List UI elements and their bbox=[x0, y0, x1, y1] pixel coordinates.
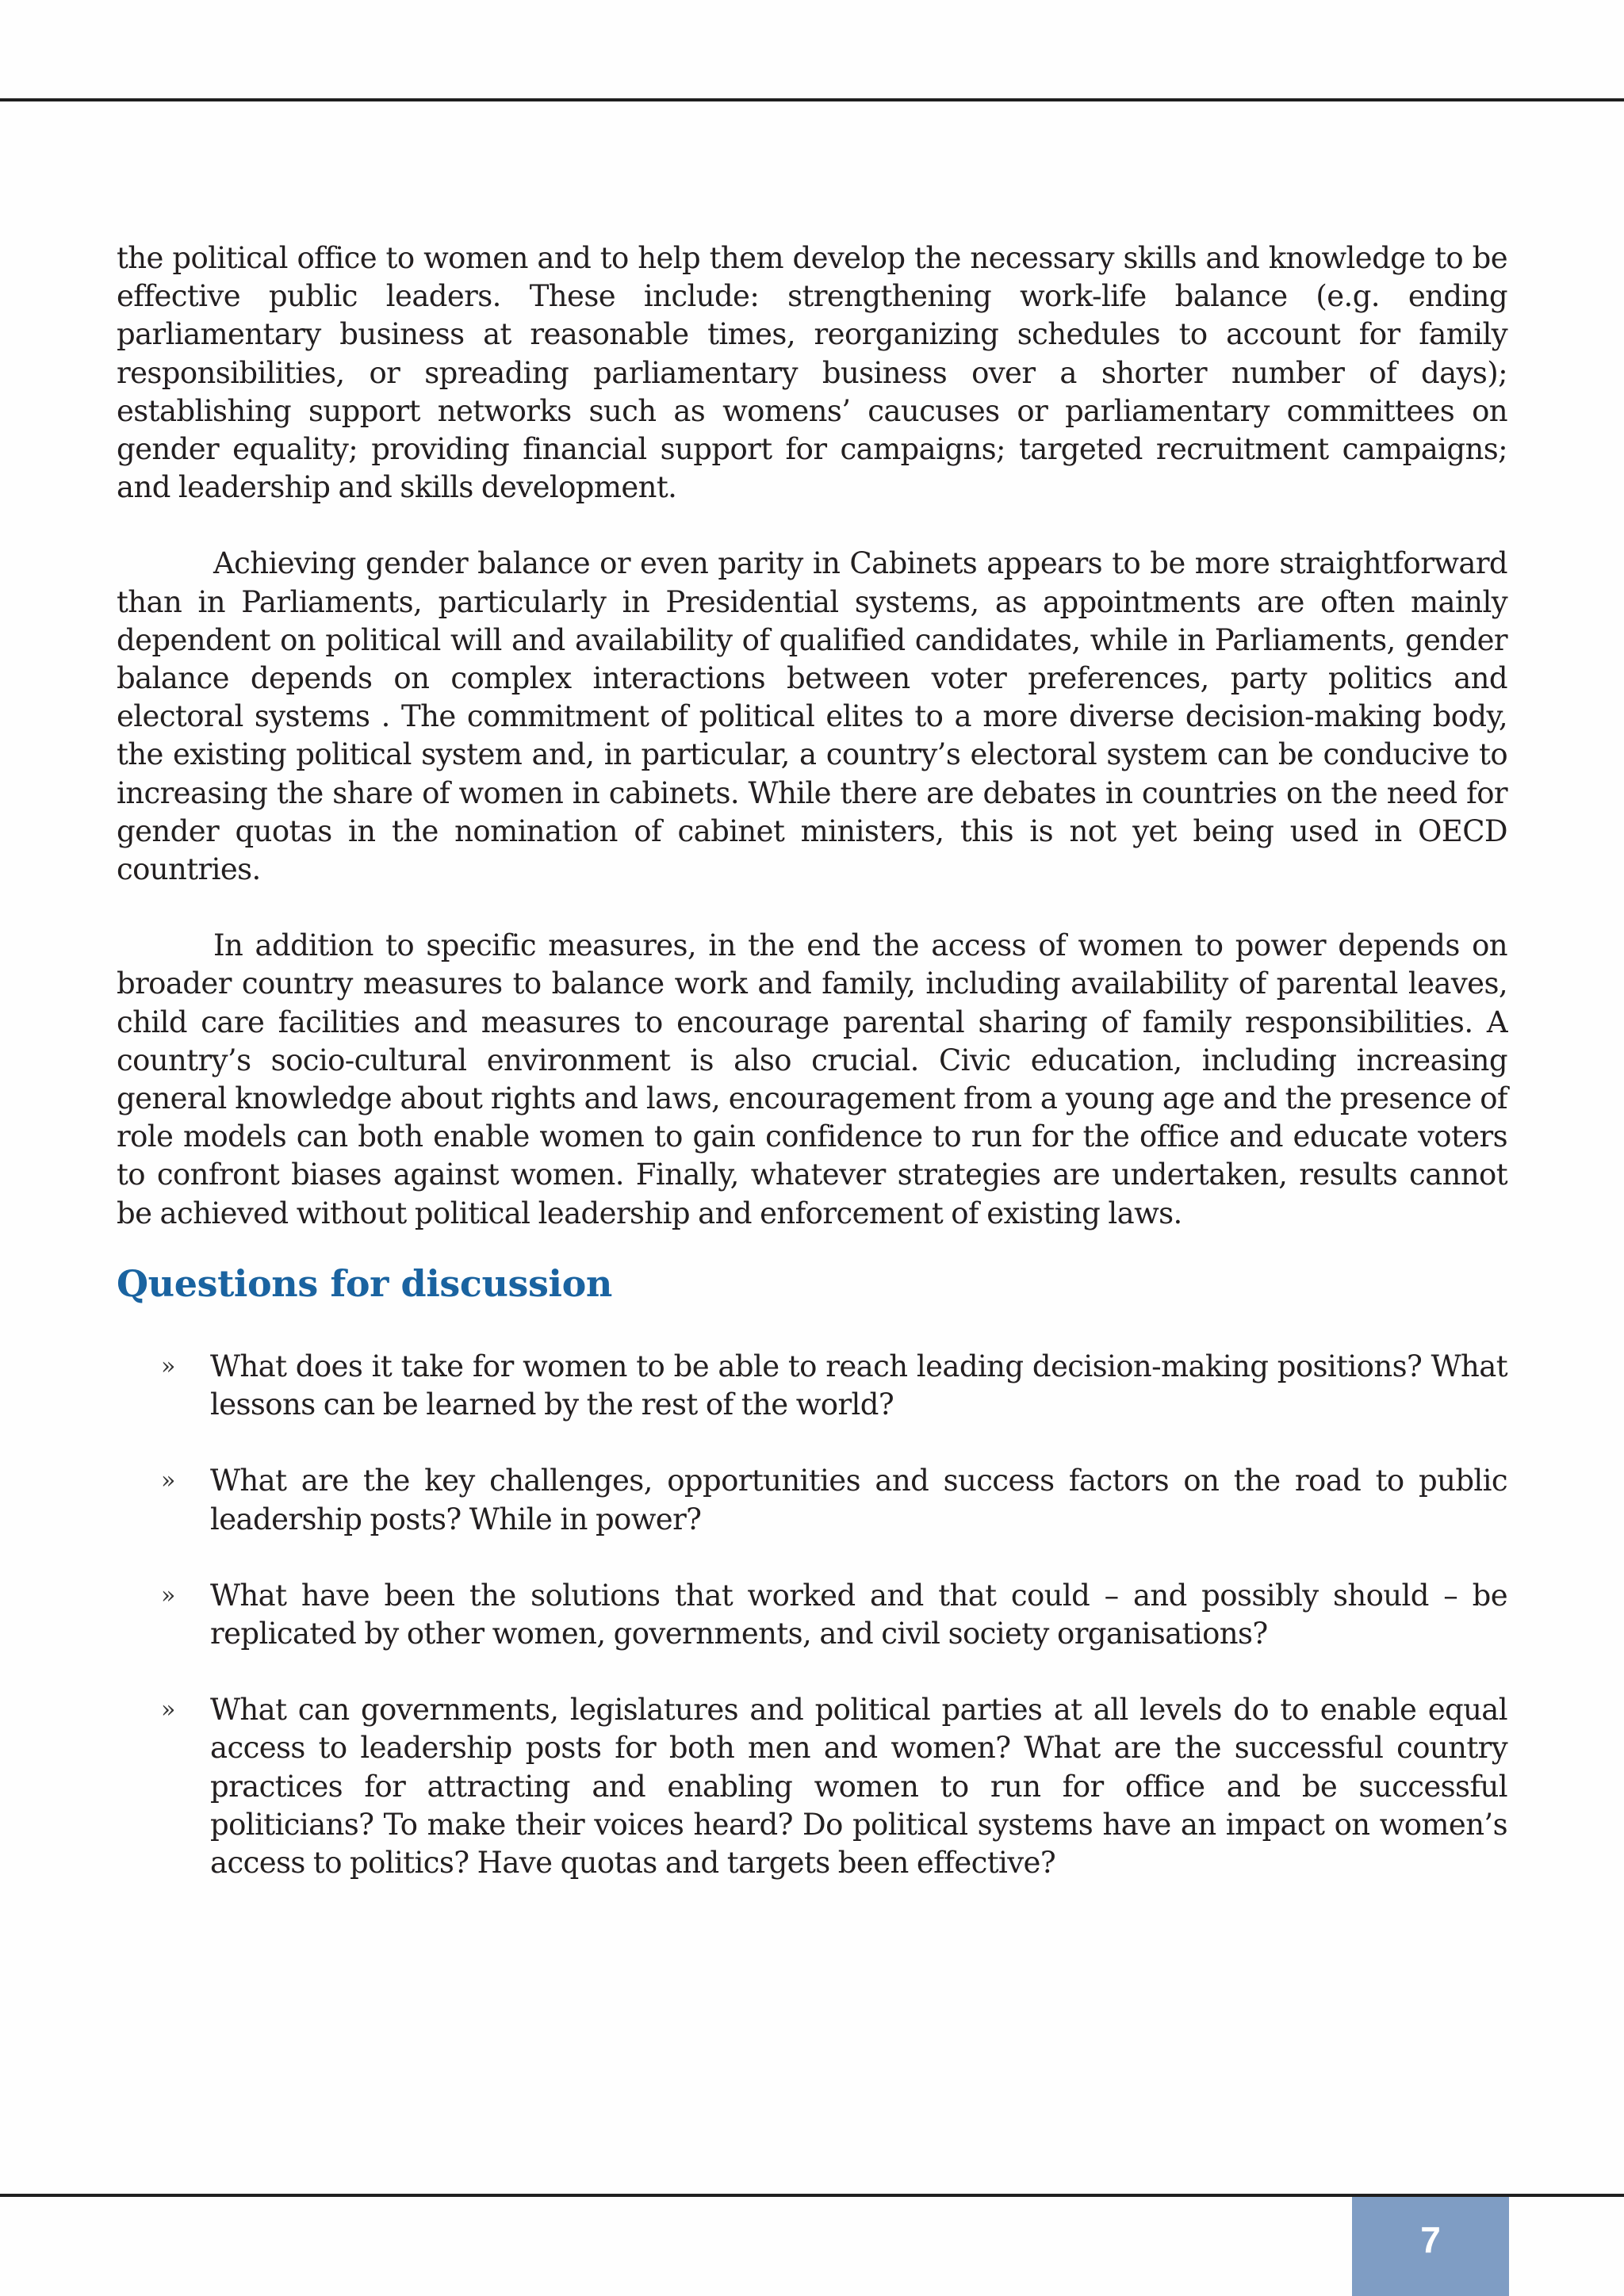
chevron-bullet-icon: » bbox=[161, 1581, 175, 1609]
page-number: 7 bbox=[1420, 2218, 1441, 2260]
header-rule bbox=[0, 98, 1624, 101]
body-text bbox=[117, 239, 1507, 1271]
chevron-bullet-icon: » bbox=[161, 1467, 175, 1495]
paragraph-2: Achieving gender balance or even parity in Cabinets appears to be more straightforward than in Parliaments, particularly in Presidential systems, as appointments are often mainly dependent on political will and availability of qualified candidates, while in Parliaments, gender balance depends on complex interactions between voter preferences, party politics and electoral systems . The commitment of political elites to a more diverse decision-making body, the existing political system and, in particular, a country’s electoral system can be conducive to increasing the share of women in cabinets. While there are debates in countries on the need for gender quotas in the nomination of cabinet ministers, this is not yet being used in OECD countries. bbox=[117, 546, 1507, 887]
chevron-bullet-icon: » bbox=[161, 1353, 175, 1380]
page-number-box bbox=[1352, 2197, 1509, 2296]
list-item bbox=[117, 1577, 1507, 1653]
list-item bbox=[117, 1462, 1507, 1538]
chevron-bullet-icon: » bbox=[161, 1696, 175, 1724]
question-text: What can governments, legislatures and political parties at all levels do to enable equal access to leadership posts for both men and women? What are the successful country practices for attracting and enabling women to run for office and be successful politicians? To make their voices heard? Do political systems have an impact on women’s access to politics? Have quotas and targets been effective? bbox=[210, 1693, 1507, 1881]
question-text: What have been the solutions that worked and that could – and possibly should – be replicated by other women, governments, and civil society organisations? bbox=[210, 1578, 1507, 1651]
question-text: What are the key challenges, opportunities and success factors on the road to public leadership posts? While in power? bbox=[210, 1464, 1507, 1536]
list-item bbox=[117, 1348, 1507, 1424]
paragraph-1: the political office to women and to help them develop the necessary skills and knowledge to be effective public leaders. These include: strengthening work-life balance (e.g. ending parliamentary business at reasonable times, reorganizing schedules to account for family responsibilities, or spreading parliamentary business over a shorter number of days); establishing support networks such as womens’ caucuses or parliamentary committees on gender equality; providing financial support for campaigns; targeted recruitment campaigns; and leadership and skills development. bbox=[117, 241, 1507, 505]
list-item bbox=[117, 1691, 1507, 1882]
section-heading: Questions for discussion bbox=[117, 1262, 612, 1305]
discussion-questions-list bbox=[117, 1348, 1507, 1920]
paragraph-3: In addition to specific measures, in the end the access of women to power depends on broader country measures to balance work and family, including availability of parental leaves, child care facilities and measures to encourage parental sharing of family responsibilities. A country’s socio-cultural environment is also crucial. Civic education, including increasing general knowledge about rights and laws, encouragement from a young age and the presence of role models can both enable women to gain confidence to run for the office and educate voters to confront biases against women. Finally, whatever strategies are undertaken, results cannot be achieved without political leadership and enforcement of existing laws. bbox=[117, 928, 1507, 1230]
question-text: What does it take for women to be able to reach leading decision-making positions? What lessons can be learned by the rest of the world? bbox=[210, 1349, 1507, 1422]
